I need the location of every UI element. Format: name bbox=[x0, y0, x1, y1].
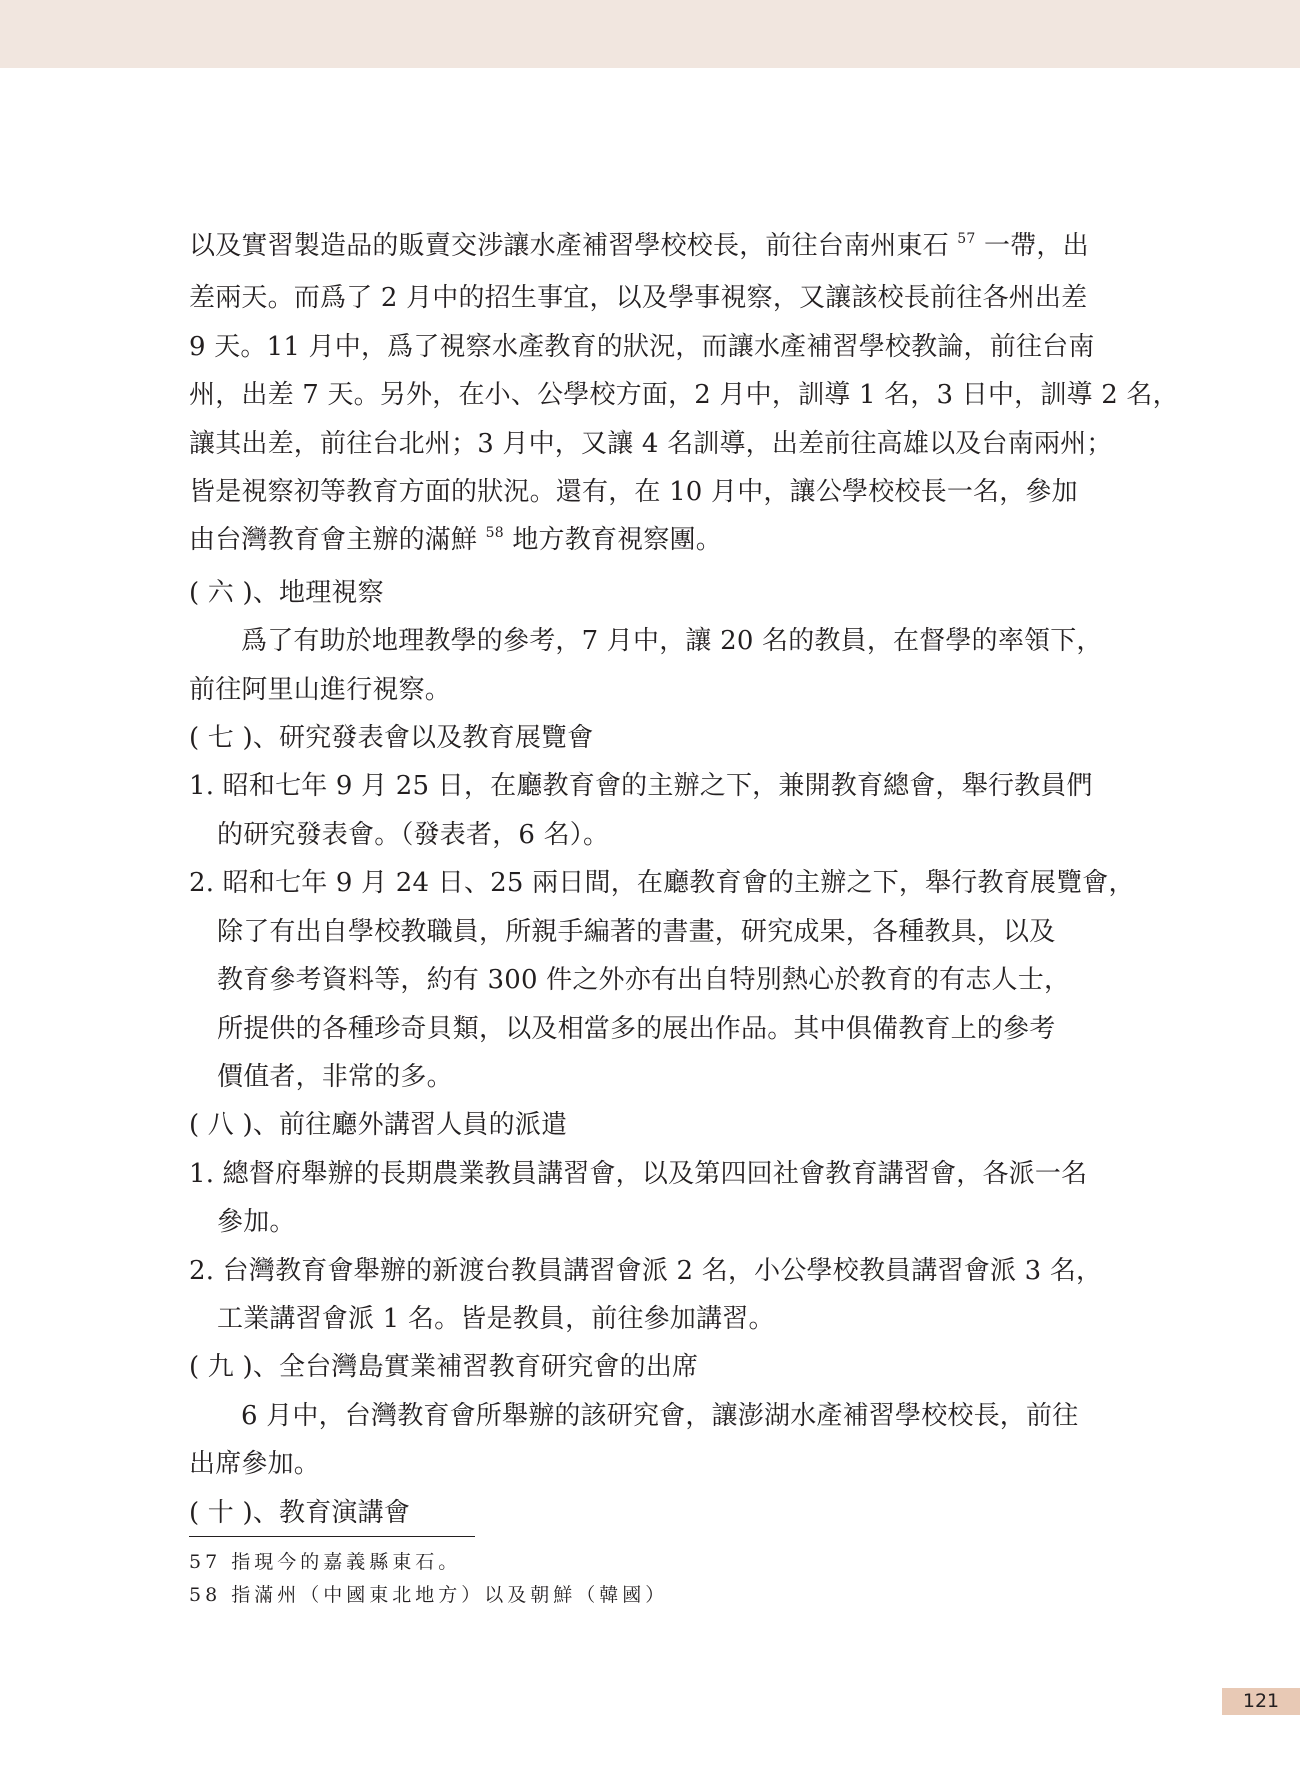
body-text bbox=[189, 222, 1179, 1537]
list-item-line: 參加。 bbox=[217, 1207, 296, 1238]
paragraph-line: 差兩天。而爲了 2 月中的招生事宜，以及學事視察，又讓該校長前往各州出差 bbox=[189, 283, 1088, 314]
footnote-divider bbox=[189, 1536, 475, 1537]
paragraph-line: 前往阿里山進行視察。 bbox=[189, 674, 452, 705]
paragraph-line: 皆是視察初等教育方面的狀況。還有，在 10 月中，讓公學校校長一名，參加 bbox=[189, 477, 1078, 508]
section-heading: ( 六 )、地理視察 bbox=[189, 577, 384, 608]
paragraph-line: 出席參加。 bbox=[189, 1449, 321, 1480]
list-item-line: 教育參考資料等，約有 300 件之外亦有出自特別熱心於教育的有志人士， bbox=[217, 965, 1071, 996]
list-item-line: 的研究發表會。（發表者，6 名）。 bbox=[217, 819, 610, 850]
list-item-line: 1. 總督府舉辦的長期農業教員講習會，以及第四回社會教育講習會，各派一名 bbox=[189, 1158, 1088, 1189]
paragraph-line: 讓其出差，前往台北州；3 月中，又讓 4 名訓導，出差前往高雄以及台南兩州； bbox=[189, 428, 1113, 459]
list-item-line: 除了有出自學校教職員，所親手編著的書畫，研究成果，各種教具，以及 bbox=[217, 916, 1056, 947]
text-run: 由台灣教育會主辦的滿鮮 bbox=[189, 525, 478, 556]
top-color-band bbox=[0, 0, 1300, 68]
text-run: 以及實習製造品的販賣交涉讓水產補習學校校長，前往台南州東石 bbox=[189, 231, 949, 261]
text-run: 地方教育視察團。 bbox=[512, 525, 722, 556]
section-heading: ( 八 )、前往廳外講習人員的派遣 bbox=[189, 1110, 568, 1141]
section-heading: ( 九 )、全台灣島實業補習教育研究會的出席 bbox=[189, 1352, 699, 1383]
section-heading: ( 七 )、研究發表會以及教育展覽會 bbox=[189, 723, 594, 754]
paragraph-line bbox=[189, 516, 1113, 568]
section-heading: ( 十 )、教育演講會 bbox=[189, 1497, 411, 1528]
footnote-58: 58 指滿州（中國東北地方）以及朝鮮（韓國） bbox=[189, 1584, 669, 1606]
list-item-line: 2. 昭和七年 9 月 24 日、25 兩日間，在廳教育會的主辦之下，舉行教育展覽會， bbox=[189, 868, 1135, 899]
page-number: 121 bbox=[1222, 1688, 1300, 1715]
list-item-line: 1. 昭和七年 9 月 25 日，在廳教育會的主辦之下，兼開教育總會，舉行教員們 bbox=[189, 771, 1093, 802]
text-run: 一帶，出 bbox=[983, 231, 1089, 261]
footnote-57: 57 指現今的嘉義縣東石。 bbox=[189, 1551, 462, 1573]
paragraph-line: 爲了有助於地理教學的參考，7 月中，讓 20 名的教員，在督學的率領下， bbox=[241, 626, 1103, 657]
list-item-line: 2. 台灣教育會舉辦的新渡台教員講習會派 2 名，小公學校教員講習會派 3 名， bbox=[189, 1255, 1103, 1286]
paragraph-line bbox=[189, 222, 1113, 274]
footnote-ref-57: 57 bbox=[957, 231, 976, 247]
paragraph-line: 州，出差 7 天。另外，在小、公學校方面，2 月中，訓導 1 名，3 日中，訓導 2 名， bbox=[189, 380, 1179, 411]
footnotes bbox=[189, 1546, 668, 1612]
list-item-line: 價值者，非常的多。 bbox=[217, 1061, 453, 1092]
paragraph-line: 9 天。11 月中，爲了視察水產教育的狀況，而讓水產補習學校教論，前往台南 bbox=[189, 331, 1095, 362]
footnote-ref-58: 58 bbox=[485, 525, 504, 542]
list-item-line: 所提供的各種珍奇貝類，以及相當多的展出作品。其中俱備教育上的參考 bbox=[217, 1013, 1056, 1044]
list-item-line: 工業講習會派 1 名。皆是教員，前往參加講習。 bbox=[217, 1303, 775, 1334]
paragraph-line: 6 月中，台灣教育會所舉辦的該研究會，讓澎湖水產補習學校校長，前往 bbox=[241, 1400, 1079, 1431]
